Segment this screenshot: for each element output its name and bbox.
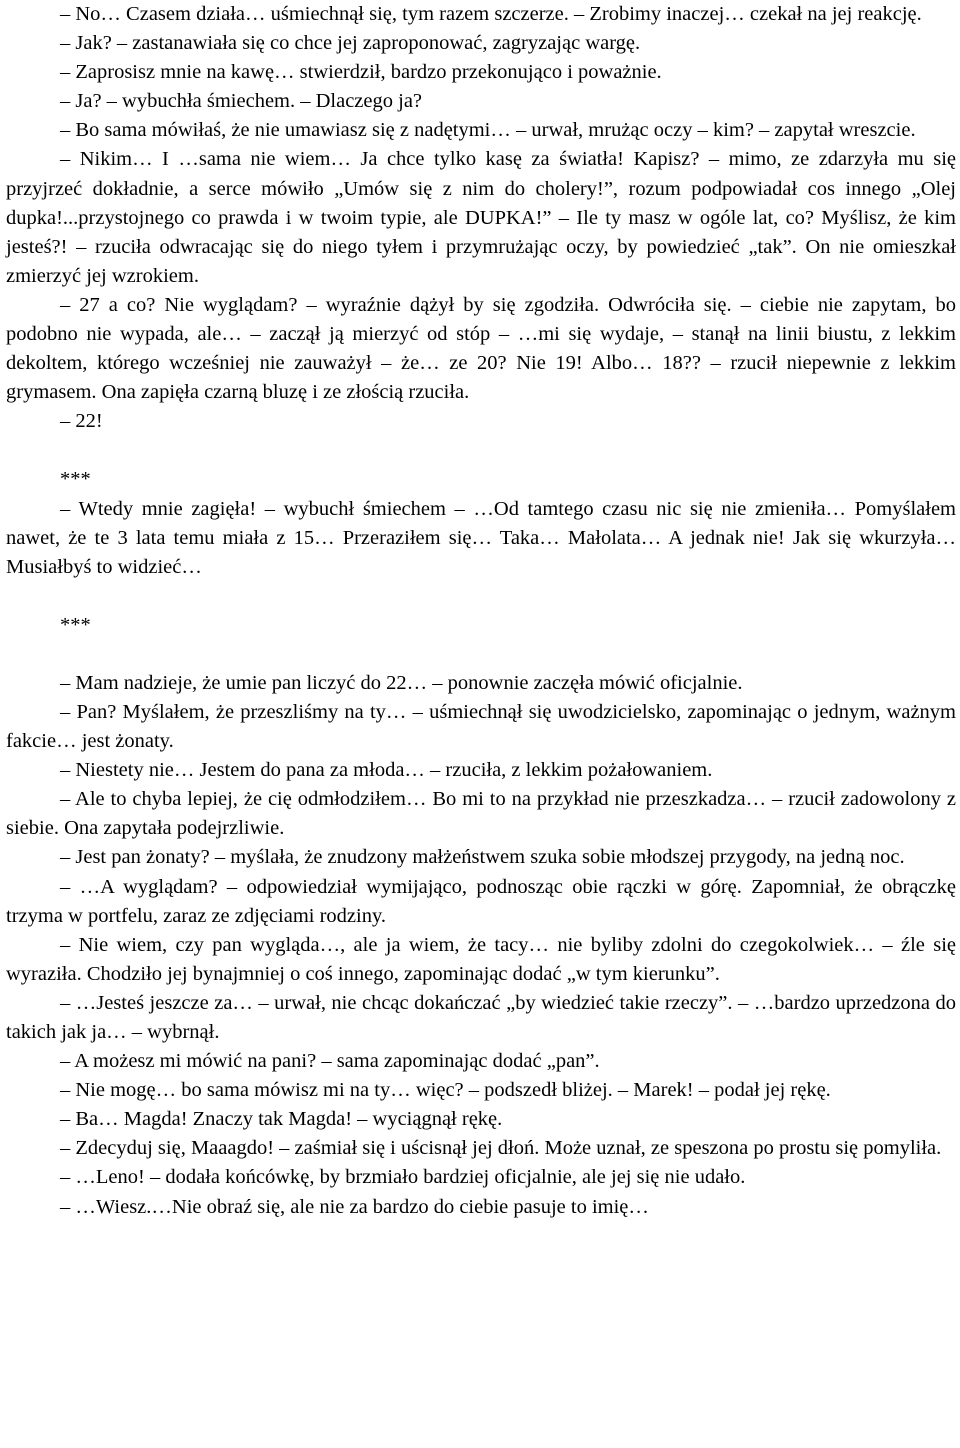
paragraph: – Wtedy mnie zagięła! – wybuchł śmiechem – …Od tamtego czasu nic się nie zmieniła… Pomyślałem nawet, że te 3 lata temu miała z 15… Przeraziłem się… Taka… Małolata… A jednak nie! Jak się wkurzyła… Musiałbyś to widzieć… <box>6 497 956 578</box>
paragraph: – Bo sama mówiłaś, że nie umawiasz się z nadętymi… – urwał, mrużąc oczy – kim? – zapytał wreszcie. <box>60 119 916 142</box>
blank-line <box>6 582 956 611</box>
paragraph: – Zdecyduj się, Maaagdo! – zaśmiał się i uścisnął jej dłoń. Może uznał, ze speszona po prostu się pomyliła. <box>60 1137 942 1160</box>
paragraph: – 27 a co? Nie wyglądam? – wyraźnie dążył by się zgodziła. Odwróciła się. – ciebie nie zapytam, bo podobno nie wypada, ale… – zaczął ją mierzyć od stóp – …mi się wydaje, – stanął na linii biustu, z lekkim dekoltem, którego wcześniej nie zauważył – że… ze 20? Nie 19! Albo… 18?? – rzucił niepewnie z lekkim grymasem. Ona zapięła czarną bluzę i ze złością rzuciła. <box>6 293 956 404</box>
paragraph: – …Jesteś jeszcze za… – urwał, nie chcąc dokańczać „by wiedzieć takie rzeczy”. – …bardzo uprzedzona do takich jak ja… – wybrnął. <box>6 991 956 1043</box>
paragraph: – A możesz mi mówić na pani? – sama zapominając dodać „pan”. <box>60 1050 600 1073</box>
paragraph: – Nikim… I …sama nie wiem… Ja chce tylko kasę za światła! Kapisz? – mimo, ze zdarzyła mu się przyjrzeć dokładnie, a serce mówiło „Umów się z nim do cholery!”, rozum podpowiadał cos innego „Olej dupka!...przystojnego co prawda i w twoim typie, ale DUPKA!” – Ile ty masz w ogóle lat, co? Myślisz, że kim jesteś?! – rzuciła odwracając się do niego tyłem i przymrużając oczy, by powiedzieć „tak”. On nie omieszkał zmierzyć jej wzrokiem. <box>6 148 956 287</box>
blank-line <box>6 436 956 465</box>
paragraph: – Niestety nie… Jestem do pana za młoda… – rzuciła, z lekkim pożałowaniem. <box>60 759 713 782</box>
paragraph: – Ba… Magda! Znaczy tak Magda! – wyciągnął rękę. <box>60 1108 503 1131</box>
paragraph: – …A wyglądam? – odpowiedział wymijająco, podnosząc obie rączki w górę. Zapomniał, że obrączkę trzyma w portfelu, zaraz ze zdjęciami rodziny. <box>6 875 956 927</box>
paragraph: – …Leno! – dodała końcówkę, by brzmiało bardziej oficjalnie, ale jej się nie udało. <box>60 1166 746 1189</box>
section-separator: *** <box>60 468 91 491</box>
blank-line <box>6 640 956 669</box>
paragraph: – Nie mogę… bo sama mówisz mi na ty… więc? – podszedł bliżej. – Marek! – podał jej rękę. <box>60 1079 831 1102</box>
paragraph: – Pan? Myślałem, że przeszliśmy na ty… – uśmiechnął się uwodzicielsko, zapominając o jednym, ważnym fakcie… jest żonaty. <box>6 700 956 753</box>
paragraph: – Ale to chyba lepiej, że cię odmłodziłem… Bo mi to na przykład nie przeszkadza… – rzucił zadowolony z siebie. Ona zapytała podejrzliwie. <box>6 788 956 840</box>
paragraph: – 22! <box>60 410 103 433</box>
paragraph: – Nie wiem, czy pan wygląda…, ale ja wiem, że tacy… nie byliby zdolni do czegokolwiek… – źle się wyraziła. Chodziło jej bynajmniej o coś innego, zapominając dodać „w tym kierunku”. <box>6 933 956 985</box>
paragraph: – Zaprosisz mnie na kawę… stwierdził, bardzo przekonująco i poważnie. <box>60 61 662 84</box>
paragraph: – Jest pan żonaty? – myślała, że znudzony małżeństwem szuka sobie młodszej przygody, na jedną noc. <box>60 846 905 869</box>
paragraph: – Ja? – wybuchła śmiechem. – Dlaczego ja? <box>60 90 423 113</box>
paragraph: – No… Czasem działa… uśmiechnął się, tym razem szczerze. – Zrobimy inaczej… czekał na jej reakcję. <box>60 3 922 25</box>
paragraph: – Jak? – zastanawiała się co chce jej zaproponować, zagryzając wargę. <box>60 32 641 55</box>
section-separator: *** <box>60 613 91 636</box>
paragraph: – Mam nadzieje, że umie pan liczyć do 22… – ponownie zaczęła mówić oficjalnie. <box>60 671 743 694</box>
paragraph: – …Wiesz.…Nie obraź się, ale nie za bardzo do ciebie pasuje to imię… <box>60 1195 649 1218</box>
